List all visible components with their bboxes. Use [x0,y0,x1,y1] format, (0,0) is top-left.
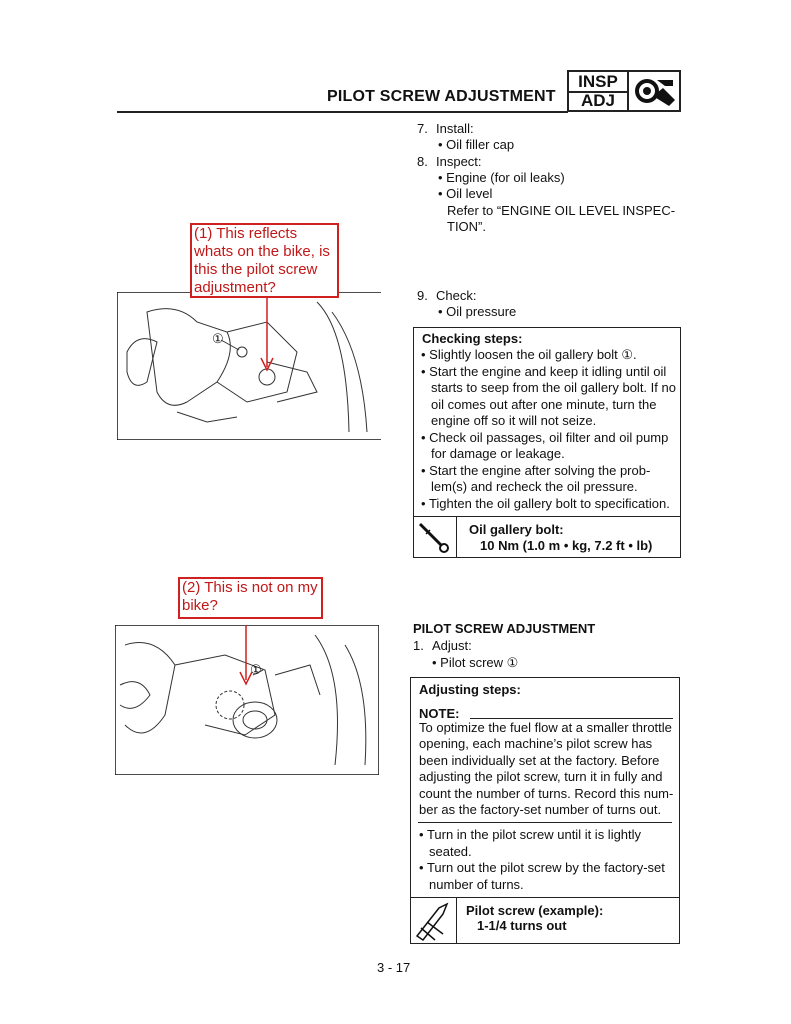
step-9-text: Check: [436,288,477,303]
checking-line-2a: • Start the engine and keep it idling until oil [421,364,666,381]
note-line-2: opening, each machine’s pilot screw has [419,736,653,751]
badge-adj-label: ADJ [580,91,615,110]
badge-insp-label: INSP [569,72,627,93]
step-8-reference-2: TION”. [447,219,486,234]
pilot-step-1-number: 1. [413,638,424,653]
annotation-callout-2: (2) This is not on my bike? [178,577,323,619]
step-8-number: 8. [417,154,428,169]
page-title: PILOT SCREW ADJUSTMENT [327,88,556,105]
pilot-step-1-text: Adjust: [432,638,472,653]
note-line-4: adjusting the pilot screw, turn it in fully and [419,769,663,784]
adjusting-bullet-2a: • Turn out the pilot screw by the factory-set [419,860,665,877]
engine-figure-oil-gallery [117,292,381,440]
section-badge [567,70,681,112]
note-rule [470,718,673,719]
step-7-number: 7. [417,121,428,136]
header-rule [117,111,568,113]
torque-divider [456,516,457,558]
adjusting-bullet-1a: • Turn in the pilot screw until it is lightly [419,827,641,844]
note-line-6: ber as the factory-set number of turns out. [419,802,662,817]
checking-divider [413,516,681,517]
adjusting-bullet-2b: number of turns. [429,877,524,892]
step-8-text: Inspect: [436,154,482,169]
step-9-bullet: • Oil pressure [438,304,516,321]
note-line-5: count the number of turns. Record this num- [419,786,674,801]
checking-line-2c: oil comes out after one minute, turn the [431,397,657,412]
note-label: NOTE: [419,706,460,721]
pilot-screw-heading: PILOT SCREW ADJUSTMENT [413,621,596,636]
figure2-marker: ① [250,662,262,677]
inspection-wrench-icon [633,76,677,108]
note-line-3: been individually set at the factory. Before [419,753,660,768]
note-line-1: To optimize the fuel flow at a smaller throttle [419,720,672,735]
torque-label: Oil gallery bolt: [469,522,564,537]
spec-divider [410,897,680,898]
caliper-spec-icon [413,900,453,942]
annotation-callout-1: (1) This reflects whats on the bike, is this the pilot screw adjustment? [190,223,339,298]
checking-line-4b: lem(s) and recheck the oil pressure. [431,479,638,494]
torque-value: 10 Nm (1.0 m • kg, 7.2 ft • lb) [480,538,653,553]
checking-line-4a: • Start the engine after solving the prob- [421,463,650,480]
engine-figure-pilot-screw [115,625,379,775]
adjusting-steps-title: Adjusting steps: [419,682,521,697]
adjusting-bullet-1b: seated. [429,844,472,859]
note-bottom-rule [418,822,672,823]
checking-line-3b: for damage or leakage. [431,446,565,461]
page-number: 3 - 17 [377,960,411,975]
step-8-reference-1: Refer to “ENGINE OIL LEVEL INSPEC- [447,203,676,218]
step-7-text: Install: [436,121,474,136]
spec-value: 1-1/4 turns out [477,918,567,933]
checking-line-5: • Tighten the oil gallery bolt to specification. [421,496,670,513]
checking-steps-title: Checking steps: [422,331,523,346]
spec-vertical-divider [456,897,457,944]
step-8-bullet-2: • Oil level [438,186,492,203]
checking-line-2b: starts to seep from the oil gallery bolt. If no [431,380,676,395]
checking-line-3a: • Check oil passages, oil filter and oil pump [421,430,668,447]
torque-wrench-icon [416,520,452,554]
step-8-bullet-1: • Engine (for oil leaks) [438,170,565,187]
spec-label: Pilot screw (example): [466,903,604,918]
step-7-bullet: • Oil filler cap [438,137,514,154]
checking-line-1: • Slightly loosen the oil gallery bolt ①. [421,347,637,364]
step-9-number: 9. [417,288,428,303]
pilot-step-1-bullet: • Pilot screw ① [432,655,518,672]
figure1-marker: ① [212,331,224,346]
checking-line-2d: engine off so it will not seize. [431,413,597,428]
